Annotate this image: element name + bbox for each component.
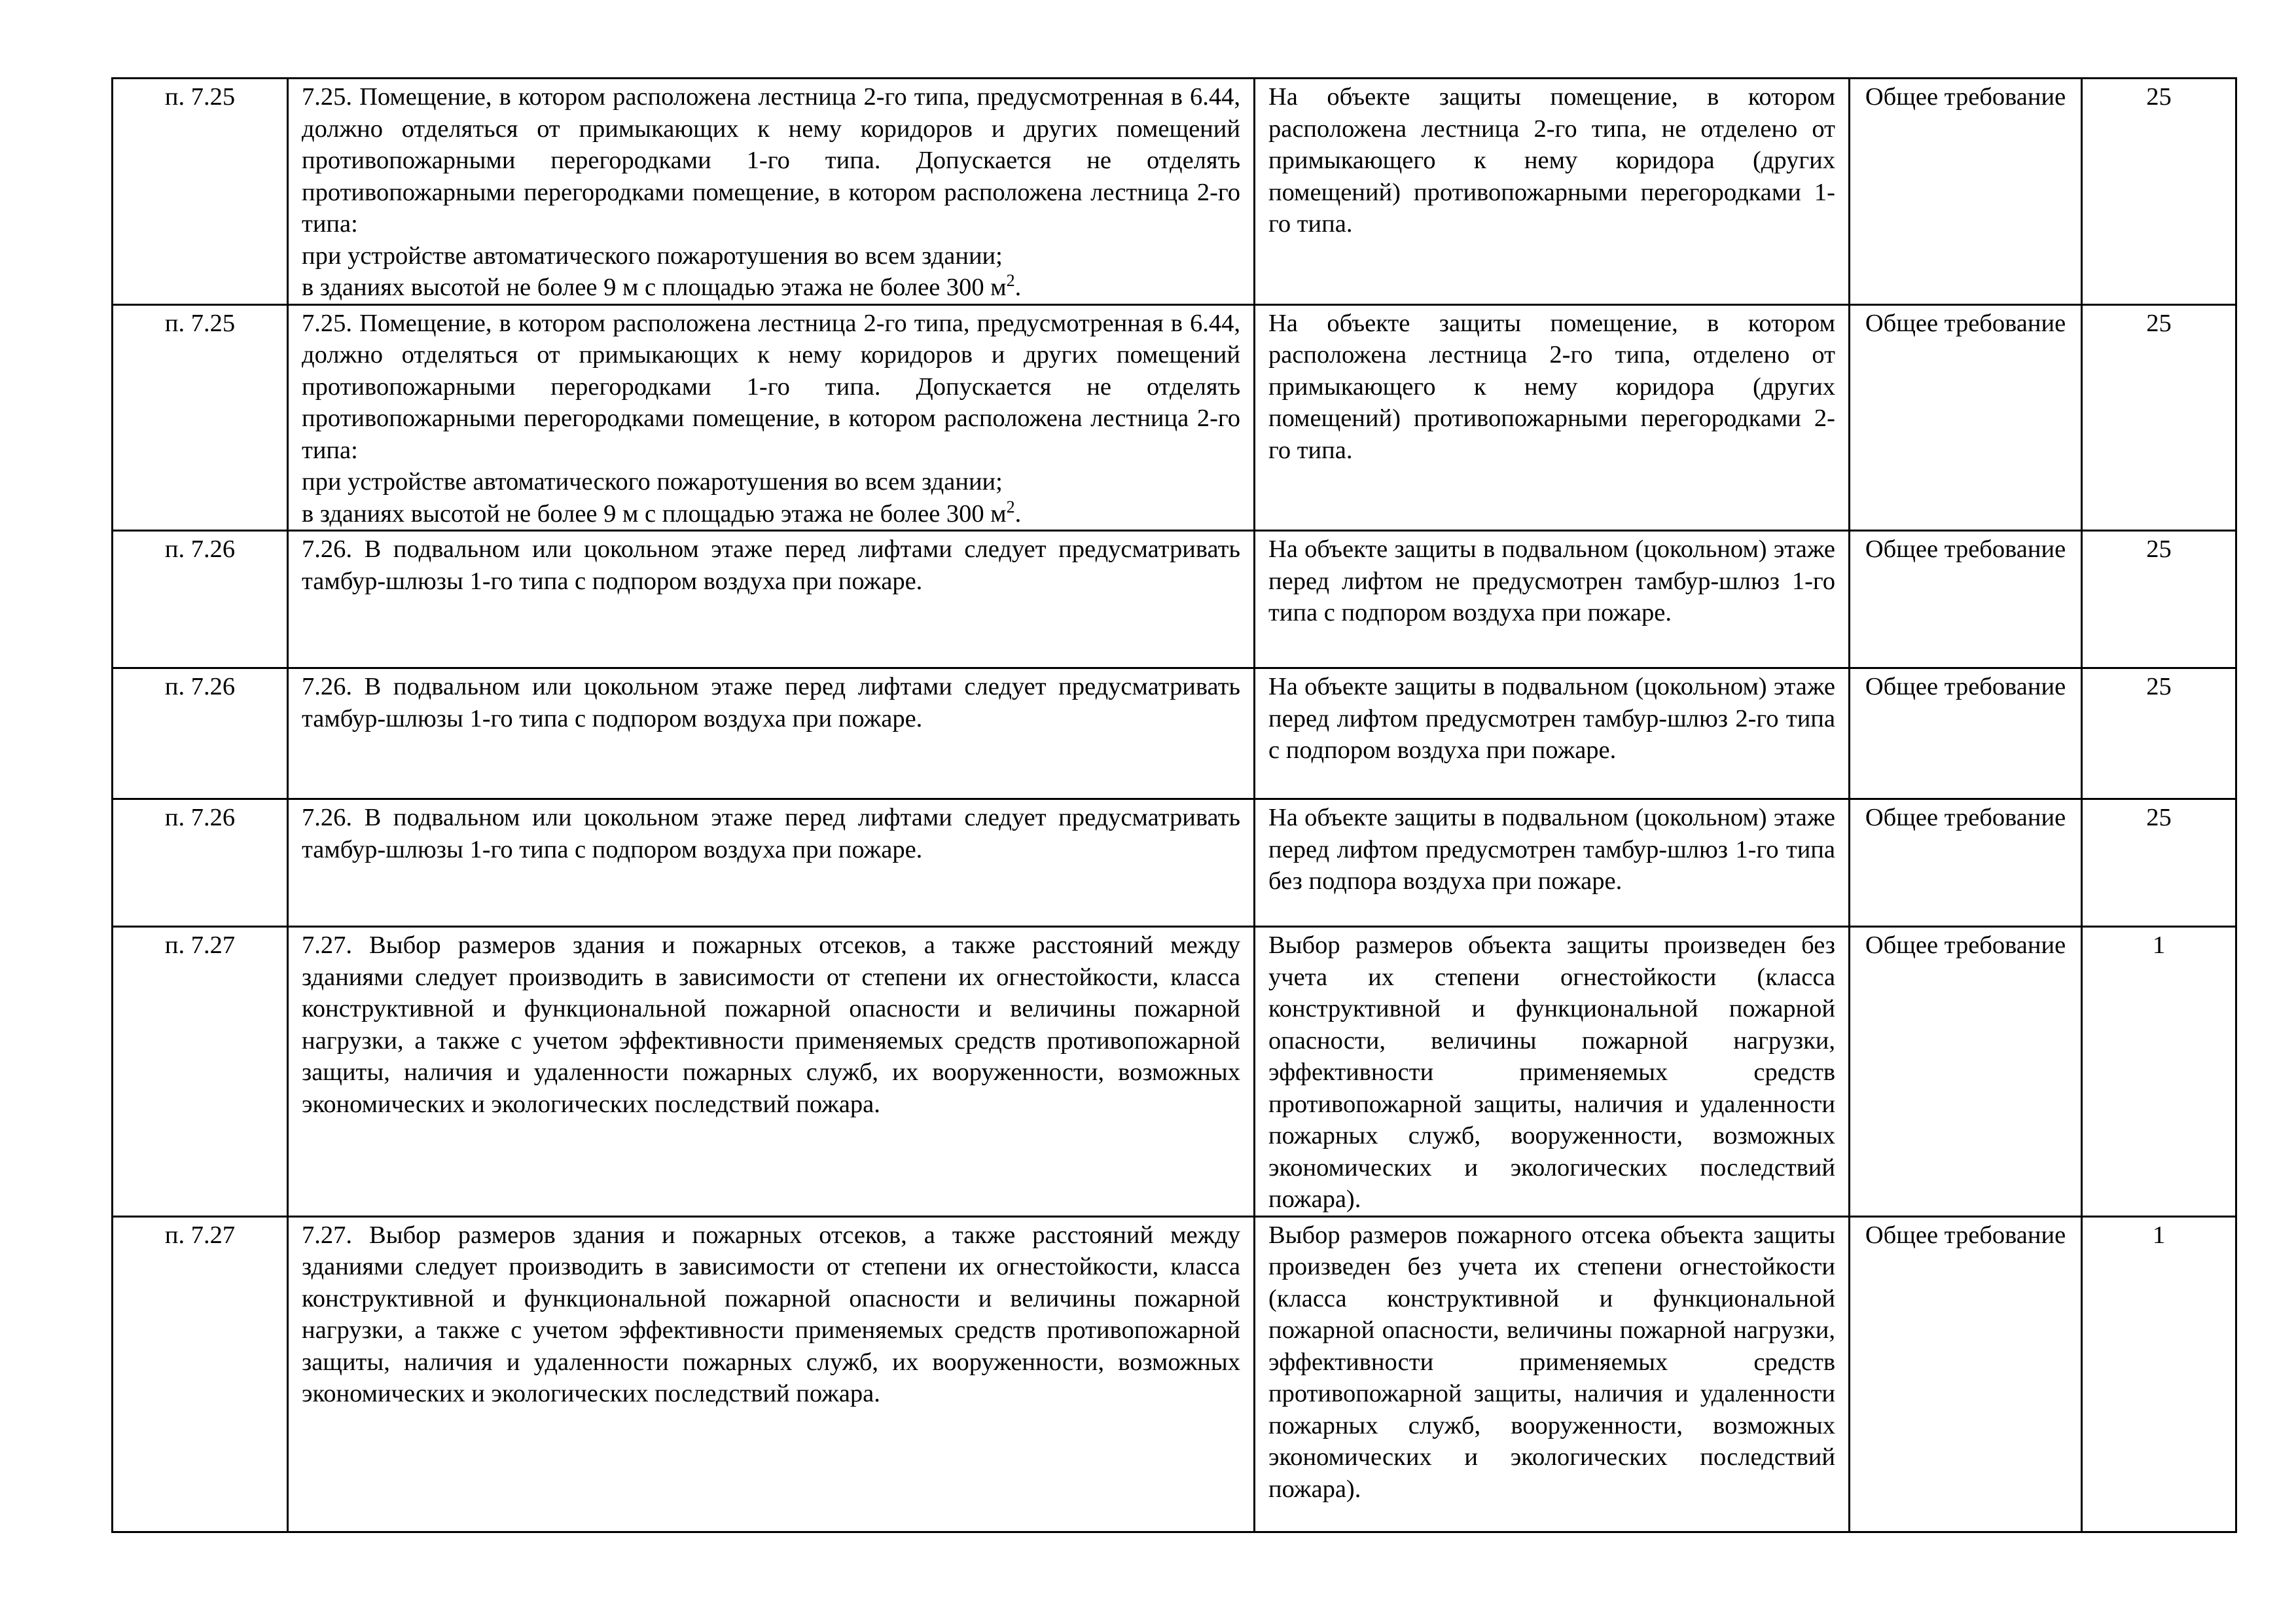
- table-row: [113, 927, 2236, 1217]
- clause-ref: п. 7.25: [113, 79, 288, 305]
- violation-description: На объекте защиты в подвальном (цокольном) этаже перед лифтом предусмотрен тамбур-шлюз 2-го типа с подпором воздуха при пожаре.: [1255, 668, 1850, 799]
- clause-ref: п. 7.26: [113, 668, 288, 799]
- table-row: [113, 668, 2236, 799]
- table-row: [113, 531, 2236, 668]
- violation-description: На объекте защиты помещение, в котором расположена лестница 2-го типа, отделено от примыкающего к нему коридора (других помещений) противопожарными перегородками 2-го типа.: [1255, 304, 1850, 531]
- table-row: [113, 79, 2236, 305]
- requirement-value: 1: [2082, 1216, 2236, 1532]
- clause-ref: п. 7.25: [113, 304, 288, 531]
- clause-ref: п. 7.26: [113, 531, 288, 668]
- requirements-table: [111, 77, 2237, 1533]
- requirement-item: при устройстве автоматического пожаротушения во всем здании;: [302, 242, 1003, 270]
- requirement-item: при устройстве автоматического пожаротушения во всем здании;: [302, 468, 1003, 496]
- violation-description: На объекте защиты в подвальном (цокольном) этаже перед лифтом не предусмотрен тамбур-шлюз 1-го типа с подпором воздуха при пожаре.: [1255, 531, 1850, 668]
- requirement-value: 25: [2082, 79, 2236, 305]
- requirement-type: Общее требование: [1850, 304, 2082, 531]
- requirement-type: Общее требование: [1850, 927, 2082, 1217]
- requirement-item: в зданиях высотой не более 9 м с площадью этажа не более 300 $м^2$.: [302, 271, 1022, 301]
- table-row: [113, 799, 2236, 927]
- requirement-paragraph: 7.25. Помещение, в котором расположена лестница 2-го типа, предусмотренная в 6.44, должно отделяться от примыкающих к нему коридоров и других помещений противопожарными перегородками 1-го типа. Допускается не отделять противопожарными перегородками помещение, в котором расположена лестница 2-го типа:: [302, 83, 1240, 238]
- requirement-value: 1: [2082, 927, 2236, 1217]
- clause-ref: п. 7.27: [113, 927, 288, 1217]
- violation-description: Выбор размеров пожарного отсека объекта защиты произведен без учета их степени огнестойкости (класса конструктивной и функциональной пожарной опасности, величины пожарной нагрузки, эффективности применяемых средств противопожарной защиты, наличия и удаленности пожарных служб, вооруженности, возможных экономических и экологических последствий пожара).: [1255, 1216, 1850, 1532]
- violation-description: На объекте защиты в подвальном (цокольном) этаже перед лифтом предусмотрен тамбур-шлюз 1-го типа без подпора воздуха при пожаре.: [1255, 799, 1850, 927]
- violation-description: Выбор размеров объекта защиты произведен без учета их степени огнестойкости (класса конструктивной и функциональной пожарной опасности, величины пожарной нагрузки, эффективности применяемых средств противопожарной защиты, наличия и удаленности пожарных служб, вооруженности, возможных экономических и экологических последствий пожара).: [1255, 927, 1850, 1217]
- requirement-value: 25: [2082, 668, 2236, 799]
- violation-description: На объекте защиты помещение, в котором расположена лестница 2-го типа, не отделено от примыкающего к нему коридора (других помещений) противопожарными перегородками 1-го типа.: [1255, 79, 1850, 305]
- requirement-type: Общее требование: [1850, 531, 2082, 668]
- requirement-item: в зданиях высотой не более 9 м с площадью этажа не более 300 $м^2$.: [302, 497, 1022, 528]
- requirement-text: 7.27. Выбор размеров здания и пожарных отсеков, а также расстояний между зданиями следует производить в зависимости от степени их огнестойкости, класса конструктивной и функциональной пожарной опасности и величины пожарной нагрузки, а также с учетом эффективности применяемых средств противопожарной защиты, наличия и удаленности пожарных служб, их вооруженности, возможных экономических и экологических последствий пожара.: [288, 1216, 1255, 1532]
- requirement-type: Общее требование: [1850, 79, 2082, 305]
- clause-ref: п. 7.27: [113, 1216, 288, 1532]
- table-row: [113, 304, 2236, 531]
- requirement-value: 25: [2082, 799, 2236, 927]
- requirement-text: 7.26. В подвальном или цокольном этаже перед лифтами следует предусматривать тамбур-шлюзы 1-го типа с подпором воздуха при пожаре.: [288, 668, 1255, 799]
- clause-ref: п. 7.26: [113, 799, 288, 927]
- requirement-paragraph: 7.25. Помещение, в котором расположена лестница 2-го типа, предусмотренная в 6.44, должно отделяться от примыкающих к нему коридоров и других помещений противопожарными перегородками 1-го типа. Допускается не отделять противопожарными перегородками помещение, в котором расположена лестница 2-го типа:: [302, 309, 1240, 464]
- requirement-type: Общее требование: [1850, 1216, 2082, 1532]
- requirement-text: 7.27. Выбор размеров здания и пожарных отсеков, а также расстояний между зданиями следует производить в зависимости от степени их огнестойкости, класса конструктивной и функциональной пожарной опасности и величины пожарной нагрузки, а также с учетом эффективности применяемых средств противопожарной защиты, наличия и удаленности пожарных служб, их вооруженности, возможных экономических и экологических последствий пожара.: [288, 927, 1255, 1217]
- requirement-type: Общее требование: [1850, 668, 2082, 799]
- requirement-text: [288, 79, 1255, 305]
- requirement-text: 7.26. В подвальном или цокольном этаже перед лифтами следует предусматривать тамбур-шлюзы 1-го типа с подпором воздуха при пожаре.: [288, 799, 1255, 927]
- requirement-value: 25: [2082, 304, 2236, 531]
- requirement-type: Общее требование: [1850, 799, 2082, 927]
- requirement-text: 7.26. В подвальном или цокольном этаже перед лифтами следует предусматривать тамбур-шлюзы 1-го типа с подпором воздуха при пожаре.: [288, 531, 1255, 668]
- requirement-text: [288, 304, 1255, 531]
- requirement-value: 25: [2082, 531, 2236, 668]
- table-row: [113, 1216, 2236, 1532]
